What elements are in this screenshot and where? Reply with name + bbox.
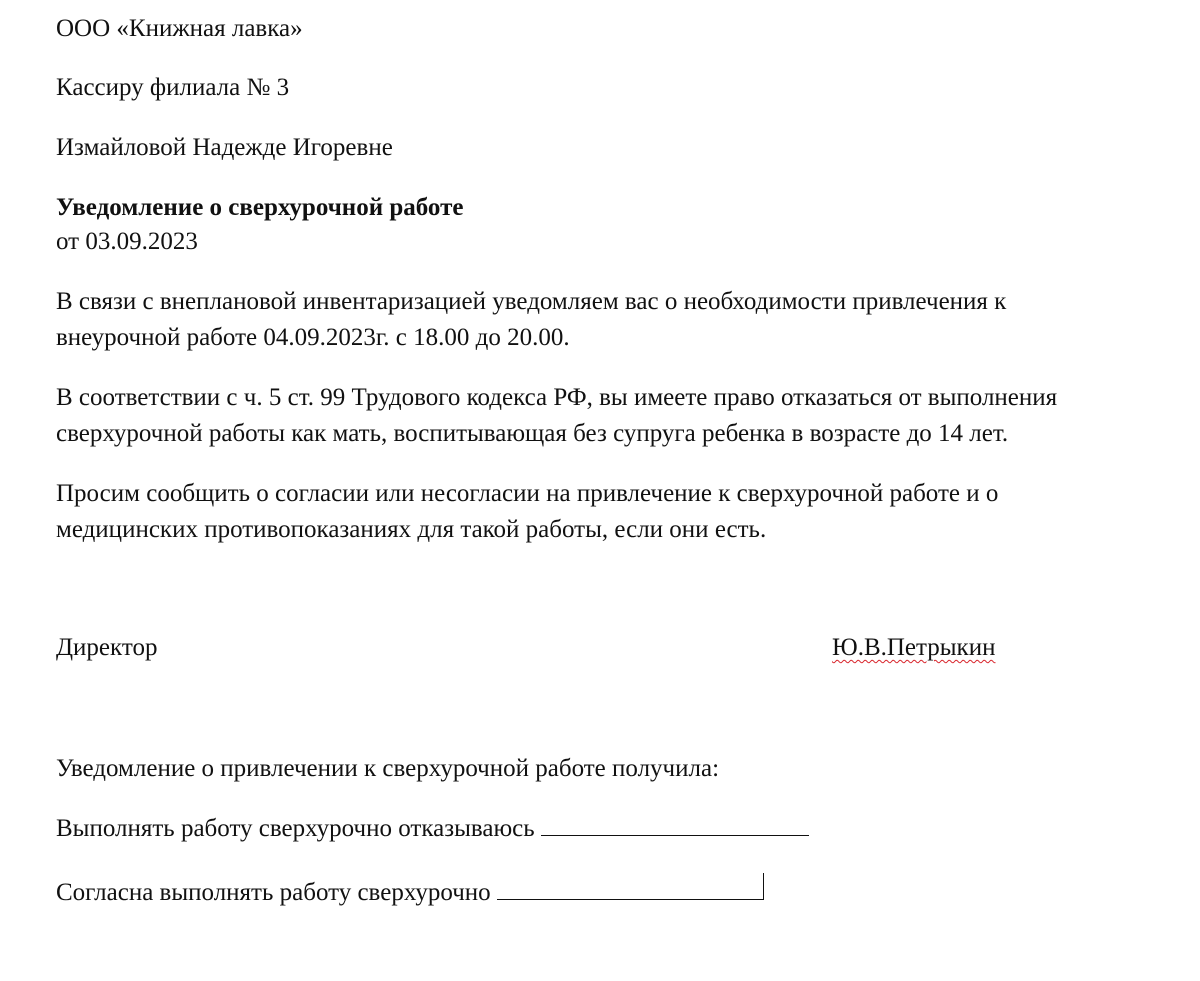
agree-label: Согласна выполнять работу сверхурочно — [56, 879, 491, 906]
paragraph-line: В соответствии с ч. 5 ст. 99 Трудового кодекса РФ, вы имеете право отказаться от выполнения — [56, 384, 1058, 411]
document-title: Уведомление о сверхурочной работе — [56, 194, 464, 221]
signature-name: Ю.В.Петрыкин — [832, 634, 996, 661]
refuse-label: Выполнять работу сверхурочно отказываюсь — [56, 815, 535, 842]
acknowledgement-received: Уведомление о привлечении к сверхурочной работе получила: — [56, 755, 720, 782]
paragraph-line: внеурочной работе 04.09.2023г. с 18.00 до 20.00. — [56, 324, 570, 351]
paragraph-line: Просим сообщить о согласии или несогласии на привлечение к сверхурочной работе и о — [56, 480, 999, 507]
company-name: ООО «Книжная лавка» — [56, 15, 303, 42]
paragraph-request — [56, 476, 1166, 548]
paragraph-line: медицинских противопоказаниях для такой работы, если они есть. — [56, 516, 767, 543]
addressee-position: Кассиру филиала № 3 — [56, 74, 290, 101]
paragraph-inventory — [56, 284, 1166, 356]
agree-signature-blank[interactable] — [497, 873, 764, 900]
paragraph-rights — [56, 380, 1166, 452]
refuse-line — [56, 813, 809, 844]
paragraph-line: В связи с внеплановой инвентаризацией уведомляем вас о необходимости привлечения к — [56, 288, 1007, 315]
paragraph-line: сверхурочной работы как мать, воспитывающая без супруга ребенка в возрасте до 14 лет. — [56, 420, 1009, 447]
document-date: от 03.09.2023 — [56, 228, 198, 255]
signature-position: Директор — [56, 634, 158, 661]
refuse-signature-blank[interactable] — [541, 813, 809, 836]
addressee-name: Измайловой Надежде Игоревне — [56, 134, 393, 161]
agree-line — [56, 873, 764, 908]
